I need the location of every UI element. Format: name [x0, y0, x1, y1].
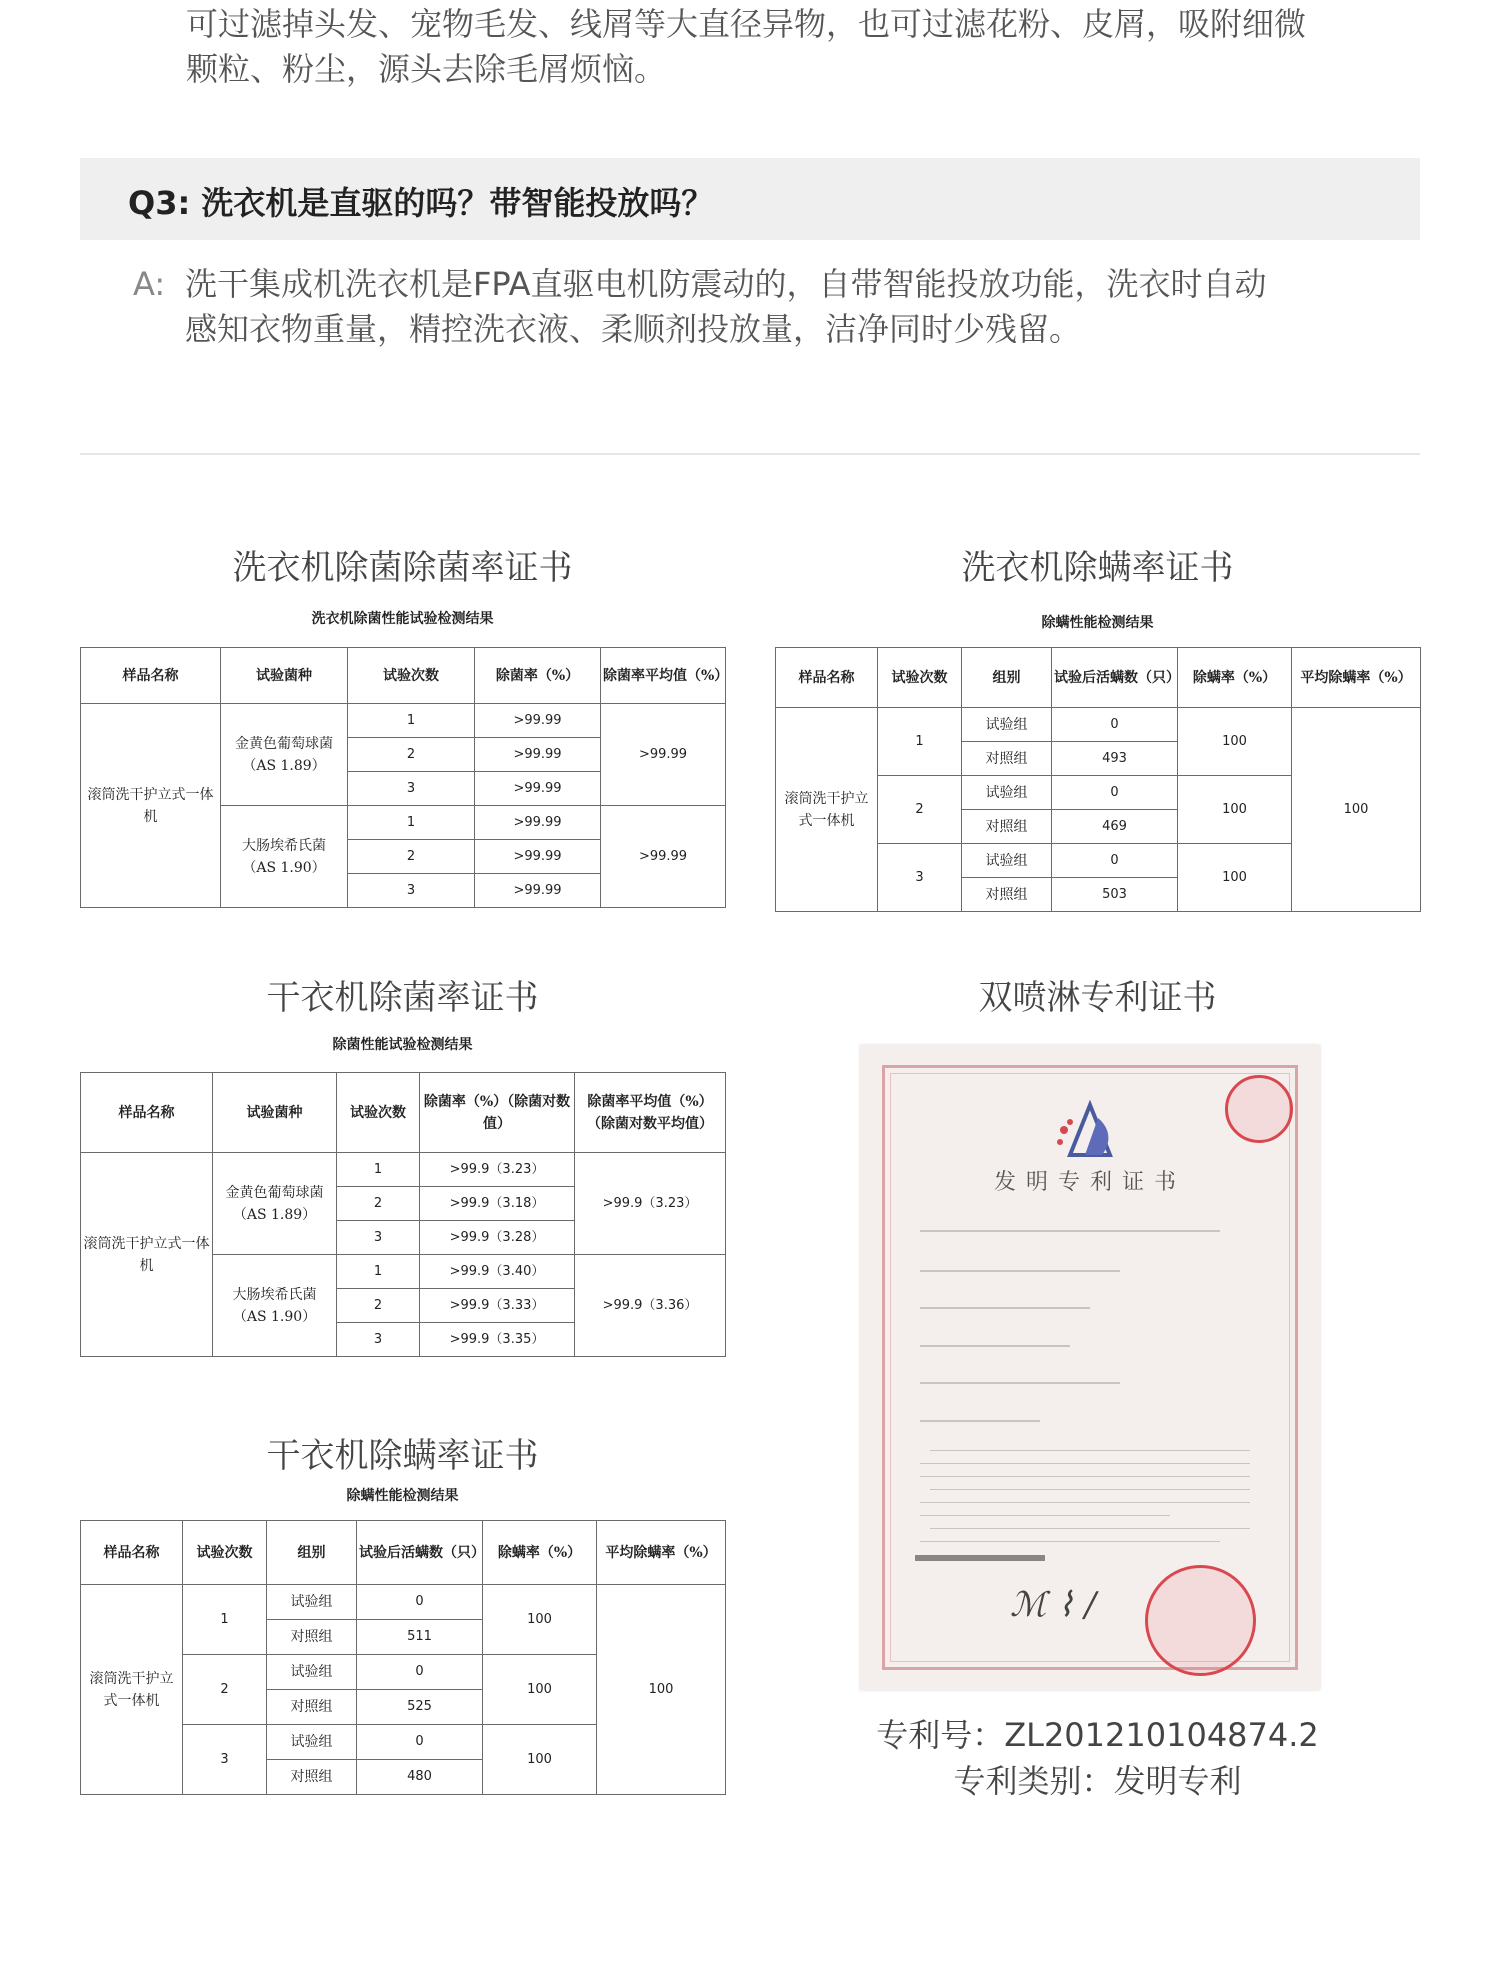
patent-info	[775, 1712, 1420, 1804]
avg-cell: 100	[597, 1585, 726, 1795]
cert2-table	[775, 647, 1421, 912]
strain-name: 金黄色葡萄球菌	[235, 735, 333, 752]
strain-name: 金黄色葡萄球菌	[225, 1184, 324, 1201]
cert4-table	[80, 1520, 726, 1795]
group-cell: 试验组	[962, 708, 1052, 742]
cert3-subtitle: 除菌性能试验检测结果	[332, 1037, 473, 1053]
group-cell: 试验组	[267, 1655, 357, 1690]
rate-cell: 100	[483, 1655, 597, 1725]
trial-cell: 1	[348, 704, 475, 738]
trial-cell: 2	[337, 1289, 420, 1323]
sample-name-cell: 滚筒洗干护立式一体机	[81, 704, 221, 908]
sample-name-cell: 滚筒洗干护立式一体机	[81, 1585, 183, 1795]
mite-count-cell: 0	[1052, 776, 1178, 810]
certificate-text-line	[920, 1307, 1090, 1309]
header-cell: 试验菌种	[221, 648, 348, 704]
rate-cell: 100	[1178, 844, 1292, 912]
header-cell: 试验次数	[348, 648, 475, 704]
cert1-table	[80, 647, 729, 908]
cert3-table	[80, 1072, 726, 1357]
group-cell: 对照组	[267, 1760, 357, 1795]
header-cell: 除菌率（%）（除菌对数值）	[420, 1073, 575, 1153]
rate-cell: >99.9（3.28）	[420, 1221, 575, 1255]
trial-cell: 1	[183, 1585, 267, 1655]
strain-code: （AS 1.89）	[242, 757, 326, 774]
trial-cell: 3	[348, 772, 475, 806]
header-cell: 除螨率（%）	[483, 1521, 597, 1585]
trial-cell: 2	[348, 840, 475, 874]
strain-name: 大肠埃希氏菌	[232, 1286, 317, 1303]
intro-line-1: 可过滤掉头发、宠物毛发、线屑等大直径异物，也可过滤花粉、皮屑，吸附细微	[186, 5, 1307, 43]
answer-prefix: A:	[133, 265, 166, 303]
trial-cell: 1	[337, 1153, 420, 1187]
strain-name: 大肠埃希氏菌	[242, 837, 326, 854]
sample-name-cell: 滚筒洗干护立式一体机	[81, 1153, 213, 1357]
trial-cell: 1	[337, 1255, 420, 1289]
faq-question-bar	[80, 158, 1420, 240]
rate-cell: >99.99	[475, 704, 601, 738]
rate-cell: 100	[1178, 708, 1292, 776]
mite-count-cell: 480	[357, 1760, 483, 1795]
strain-cell	[221, 704, 348, 806]
trial-cell: 3	[878, 844, 962, 912]
group-cell: 对照组	[267, 1690, 357, 1725]
answer-line-2: 感知衣物重量，精控洗衣液、柔顺剂投放量，洁净同时少残留。	[185, 310, 1082, 348]
header-cell: 除菌率（%）	[475, 648, 601, 704]
intro-line-2: 颗粒、粉尘，源头去除毛屑烦恼。	[186, 50, 667, 88]
rate-cell: >99.99	[475, 772, 601, 806]
patent-certificate-image	[860, 1045, 1320, 1690]
group-cell: 试验组	[962, 776, 1052, 810]
avg-cell: >99.99	[601, 806, 726, 908]
certificate-text-line	[920, 1230, 1220, 1232]
mite-count-cell: 503	[1052, 878, 1178, 912]
national-emblem-seal-icon	[1145, 1565, 1256, 1676]
section-divider	[80, 453, 1420, 455]
group-cell: 对照组	[267, 1620, 357, 1655]
patent-number: 专利号：ZL201210104874.2	[876, 1716, 1319, 1754]
corner-seal-icon	[1225, 1075, 1293, 1143]
certificate-text-line	[920, 1420, 1040, 1422]
rate-cell: >99.9（3.35）	[420, 1323, 575, 1357]
trial-cell: 2	[183, 1655, 267, 1725]
header-cell: 试验菌种	[213, 1073, 337, 1153]
header-cell: 试验次数	[183, 1521, 267, 1585]
rate-cell: 100	[483, 1725, 597, 1795]
avg-cell: >99.9（3.23）	[575, 1153, 726, 1255]
certificate-text-line	[930, 1528, 1250, 1529]
signature-icon: ℳ ⌇ ∕	[1010, 1585, 1097, 1625]
cert4-title: 干衣机除螨率证书	[266, 1436, 539, 1476]
trial-cell: 3	[348, 874, 475, 908]
rate-cell: 100	[483, 1585, 597, 1655]
trial-cell: 3	[337, 1323, 420, 1357]
certificate-text-line	[920, 1463, 1250, 1464]
header-cell: 样品名称	[776, 648, 878, 708]
strain-cell	[221, 806, 348, 908]
rate-cell: >99.99	[475, 874, 601, 908]
header-cell: 样品名称	[81, 1073, 213, 1153]
patent-document-title: 发明专利证书	[993, 1170, 1186, 1195]
rate-cell: >99.9（3.40）	[420, 1255, 575, 1289]
group-cell: 对照组	[962, 810, 1052, 844]
cert4-subtitle: 除螨性能检测结果	[346, 1488, 459, 1504]
cert2-subtitle: 除螨性能检测结果	[1041, 615, 1154, 631]
trial-cell: 3	[337, 1221, 420, 1255]
certificate-text-line	[930, 1450, 1250, 1451]
rate-cell: >99.9（3.23）	[420, 1153, 575, 1187]
patent-emblem-icon	[1050, 1100, 1130, 1160]
answer-line-1: 洗干集成机洗衣机是FPA直驱电机防震动的，自带智能投放功能，洗衣时自动	[185, 265, 1267, 303]
faq-answer	[133, 262, 1433, 352]
rate-cell: >99.9（3.33）	[420, 1289, 575, 1323]
header-cell: 试验次数	[337, 1073, 420, 1153]
certificate-text-line	[920, 1382, 1120, 1384]
header-cell: 样品名称	[81, 648, 221, 704]
patent-category: 专利类别：发明专利	[953, 1762, 1242, 1800]
header-cell: 平均除螨率（%）	[1292, 648, 1421, 708]
avg-cell: >99.9（3.36）	[575, 1255, 726, 1357]
trial-cell: 2	[337, 1187, 420, 1221]
cert1-subtitle: 洗衣机除菌性能试验检测结果	[311, 611, 494, 627]
certificate-text-line	[920, 1476, 1250, 1477]
certificate-text-line	[930, 1489, 1250, 1490]
mite-count-cell: 469	[1052, 810, 1178, 844]
strain-code: （AS 1.90）	[242, 859, 326, 876]
certificate-text-line	[920, 1502, 1250, 1503]
header-cell: 除螨率（%）	[1178, 648, 1292, 708]
header-cell: 平均除螨率（%）	[597, 1521, 726, 1585]
certificate-text-line	[920, 1515, 1170, 1516]
header-cell: 组别	[962, 648, 1052, 708]
trial-cell: 2	[348, 738, 475, 772]
cert1-title: 洗衣机除菌除菌率证书	[232, 548, 573, 588]
faq-question: Q3: 洗衣机是直驱的吗？带智能投放吗？	[128, 184, 714, 222]
group-cell: 试验组	[267, 1585, 357, 1620]
certificate-text-line	[920, 1345, 1070, 1347]
mite-count-cell: 511	[357, 1620, 483, 1655]
mite-count-cell: 493	[1052, 742, 1178, 776]
strain-code: （AS 1.90）	[232, 1308, 317, 1325]
mite-count-cell: 525	[357, 1690, 483, 1725]
trial-cell: 3	[183, 1725, 267, 1795]
header-cell: 试验后活螨数（只）	[1052, 648, 1178, 708]
patent-section-title: 双喷淋专利证书	[978, 978, 1217, 1018]
sample-name-cell: 滚筒洗干护立式一体机	[776, 708, 878, 912]
header-cell: 组别	[267, 1521, 357, 1585]
certificate-text-line	[920, 1541, 1220, 1542]
mite-count-cell: 0	[357, 1655, 483, 1690]
trial-cell: 2	[878, 776, 962, 844]
mite-count-cell: 0	[1052, 844, 1178, 878]
mite-count-cell: 0	[357, 1725, 483, 1760]
header-cell: 试验后活螨数（只）	[357, 1521, 483, 1585]
barcode	[915, 1555, 1045, 1561]
intro-paragraph	[186, 2, 1426, 92]
group-cell: 试验组	[962, 844, 1052, 878]
mite-count-cell: 0	[1052, 708, 1178, 742]
header-cell: 除菌率平均值（%）（除菌对数平均值）	[575, 1073, 726, 1153]
mite-count-cell: 0	[357, 1585, 483, 1620]
header-cell: 样品名称	[81, 1521, 183, 1585]
header-cell: 除菌率平均值（%）	[601, 648, 726, 704]
strain-cell	[213, 1255, 337, 1357]
header-cell: 试验次数	[878, 648, 962, 708]
rate-cell: >99.99	[475, 738, 601, 772]
trial-cell: 1	[348, 806, 475, 840]
strain-code: （AS 1.89）	[232, 1206, 317, 1223]
cert2-title: 洗衣机除螨率证书	[961, 548, 1234, 588]
avg-cell: 100	[1292, 708, 1421, 912]
avg-cell: >99.99	[601, 704, 726, 806]
group-cell: 试验组	[267, 1725, 357, 1760]
trial-cell: 1	[878, 708, 962, 776]
group-cell: 对照组	[962, 878, 1052, 912]
strain-cell	[213, 1153, 337, 1255]
group-cell: 对照组	[962, 742, 1052, 776]
rate-cell: 100	[1178, 776, 1292, 844]
rate-cell: >99.9（3.18）	[420, 1187, 575, 1221]
rate-cell: >99.99	[475, 806, 601, 840]
rate-cell: >99.99	[475, 840, 601, 874]
cert3-title: 干衣机除菌率证书	[266, 978, 539, 1018]
certificate-text-line	[920, 1270, 1120, 1272]
